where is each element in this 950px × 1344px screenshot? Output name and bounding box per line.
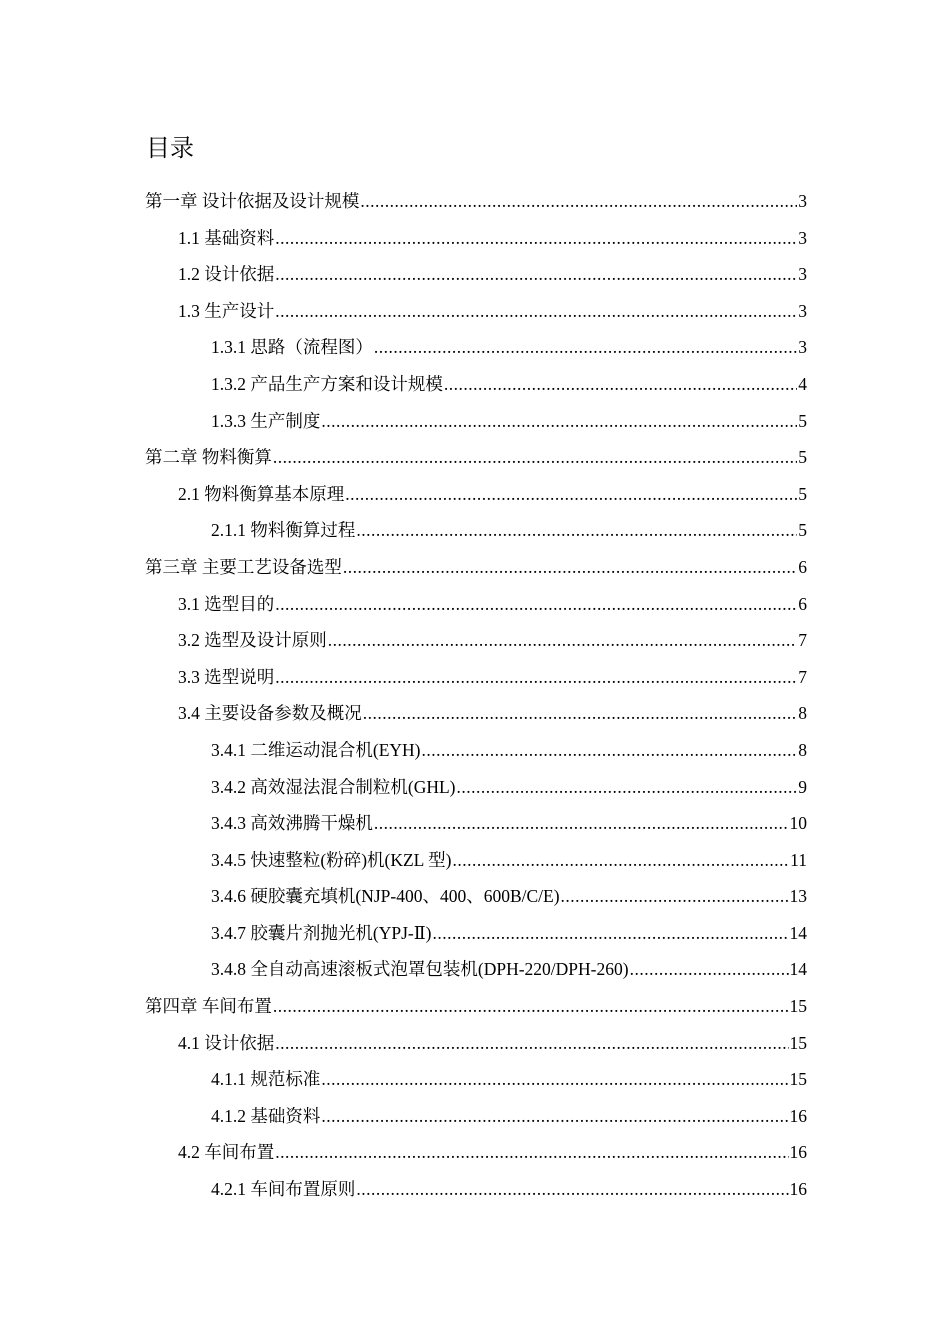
toc-page-number: 7 [798, 666, 807, 687]
toc-entry[interactable] [0, 549, 950, 586]
toc-entry-text: 3.4.1 二维运动混合机(EYH) [211, 739, 421, 760]
toc-page-number: 16 [789, 1105, 807, 1126]
dot-leader [452, 842, 789, 879]
toc-entry[interactable] [0, 1134, 950, 1171]
toc-entry-text: 4.2 车间布置 [178, 1142, 275, 1163]
toc-page-number: 15 [789, 1069, 807, 1090]
dot-leader [561, 878, 789, 915]
toc-entry-text: 3.4.3 高效沸腾干燥机 [211, 813, 373, 834]
toc-entry-text: 3.2 选型及设计原则 [178, 630, 327, 651]
toc-entry-text: 4.1.2 基础资料 [211, 1105, 321, 1126]
dot-leader [444, 366, 797, 403]
toc-entry[interactable] [0, 659, 950, 696]
toc-entry[interactable] [0, 1171, 950, 1208]
toc-entry[interactable] [0, 842, 950, 879]
toc-entry[interactable] [0, 256, 950, 293]
toc-entry[interactable] [0, 1061, 950, 1098]
dot-leader [432, 915, 788, 952]
toc-page-number: 8 [798, 739, 807, 760]
toc-page-number: 7 [798, 630, 807, 651]
toc-page-number: 8 [798, 703, 807, 724]
toc-entry-text: 2.1 物料衡算基本原理 [178, 483, 345, 504]
toc-page-number: 3 [798, 191, 807, 211]
toc-entry-text: 4.2.1 车间布置原则 [211, 1179, 356, 1200]
dot-leader [457, 769, 798, 806]
toc-entry[interactable] [0, 878, 950, 915]
toc-entry-text: 第四章 车间布置 [145, 996, 272, 1017]
toc-entry-text: 4.1.1 规范标准 [211, 1069, 321, 1090]
toc-entry[interactable] [0, 988, 950, 1025]
dot-leader [356, 512, 797, 549]
toc-entry-text: 3.4 主要设备参数及概况 [178, 703, 362, 724]
toc-entry[interactable] [0, 512, 950, 549]
toc-entry-text: 3.4.6 硬胶囊充填机(NJP-400、400、600B/C/E) [211, 886, 560, 907]
dot-leader [275, 293, 797, 330]
dot-leader [363, 695, 798, 732]
toc-page-number: 15 [789, 996, 807, 1017]
toc-entry-text: 1.3 生产设计 [178, 300, 275, 321]
toc-entry-text: 第三章 主要工艺设备选型 [145, 556, 342, 577]
toc-entry-text: 1.3.1 思路（流程图） [211, 337, 373, 358]
toc-entry[interactable] [0, 805, 950, 842]
toc-entry[interactable] [0, 366, 950, 403]
dot-leader [275, 1134, 788, 1171]
toc-page-number: 3 [798, 337, 807, 358]
toc-entry[interactable] [0, 951, 950, 988]
toc-entry[interactable] [0, 695, 950, 732]
toc-entry[interactable] [0, 476, 950, 513]
dot-leader [321, 1098, 788, 1135]
dot-leader [374, 805, 789, 842]
dot-leader [321, 403, 797, 440]
toc-entry[interactable] [0, 586, 950, 623]
toc-entry[interactable] [0, 329, 950, 366]
toc-entry[interactable] [0, 183, 950, 220]
dot-leader [321, 1061, 788, 1098]
toc-entry[interactable] [0, 769, 950, 806]
toc-entry-text: 3.3 选型说明 [178, 666, 275, 687]
dot-leader [374, 329, 797, 366]
toc-entry-text: 1.3.3 生产制度 [211, 410, 321, 431]
dot-leader [345, 476, 797, 513]
dot-leader [328, 622, 798, 659]
toc-page-number: 3 [798, 227, 807, 248]
toc-page-number: 11 [790, 849, 807, 870]
toc-entry-text: 1.1 基础资料 [178, 227, 275, 248]
toc-entry-text: 3.4.8 全自动高速滚板式泡罩包装机(DPH-220/DPH-260) [211, 959, 629, 980]
toc-page-number: 5 [798, 520, 807, 541]
toc-page-number: 16 [789, 1179, 807, 1200]
toc-entry[interactable] [0, 220, 950, 257]
toc-entry-text: 1.2 设计依据 [178, 264, 275, 285]
toc-page-number: 14 [789, 922, 807, 943]
dot-leader [630, 951, 789, 988]
toc-entry-text: 3.4.7 胶囊片剂抛光机(YPJ-Ⅱ) [211, 922, 432, 943]
toc-entry[interactable] [0, 1098, 950, 1135]
toc-page-number: 5 [798, 483, 807, 504]
dot-leader [343, 549, 797, 586]
toc-entry[interactable] [0, 915, 950, 952]
toc-page-number: 4 [798, 373, 807, 394]
dot-leader [275, 586, 797, 623]
dot-leader [360, 183, 797, 220]
toc-page-number: 3 [798, 264, 807, 285]
toc-page-number: 13 [789, 886, 807, 907]
toc-entry-text: 4.1 设计依据 [178, 1032, 275, 1053]
toc-title: 目录 [146, 136, 194, 162]
dot-leader [422, 732, 798, 769]
toc-entry[interactable] [0, 403, 950, 440]
dot-leader [273, 439, 797, 476]
toc-entry[interactable] [0, 622, 950, 659]
toc-page-number: 6 [798, 556, 807, 577]
dot-leader [275, 1025, 788, 1062]
dot-leader [275, 659, 797, 696]
dot-leader [273, 988, 789, 1025]
toc-page-number: 10 [789, 813, 807, 834]
toc-page-number: 3 [798, 300, 807, 321]
toc-entry-text: 1.3.2 产品生产方案和设计规模 [211, 373, 443, 394]
toc-page-number: 5 [798, 447, 807, 468]
toc-entry-text: 3.4.5 快速整粒(粉碎)机(KZL 型) [211, 849, 452, 870]
toc-entry[interactable] [0, 293, 950, 330]
toc-page-number: 6 [798, 593, 807, 614]
toc-entry-text: 第二章 物料衡算 [145, 447, 272, 468]
toc-page-number: 15 [789, 1032, 807, 1053]
toc-page-number: 5 [798, 410, 807, 431]
dot-leader [275, 220, 797, 257]
toc-entry[interactable] [0, 439, 950, 476]
toc-entry[interactable] [0, 1025, 950, 1062]
toc-entry-text: 3.1 选型目的 [178, 593, 275, 614]
toc-page-number: 16 [789, 1142, 807, 1163]
dot-leader [275, 256, 797, 293]
toc-entry-text: 3.4.2 高效湿法混合制粒机(GHL) [211, 776, 456, 797]
toc-entry-text: 2.1.1 物料衡算过程 [211, 520, 356, 541]
toc-entry-text: 第一章 设计依据及设计规模 [145, 191, 360, 211]
toc-list [0, 183, 950, 1208]
toc-entry[interactable] [0, 732, 950, 769]
toc-page-number: 14 [789, 959, 807, 980]
toc-page-number: 9 [798, 776, 807, 797]
dot-leader [356, 1171, 788, 1208]
